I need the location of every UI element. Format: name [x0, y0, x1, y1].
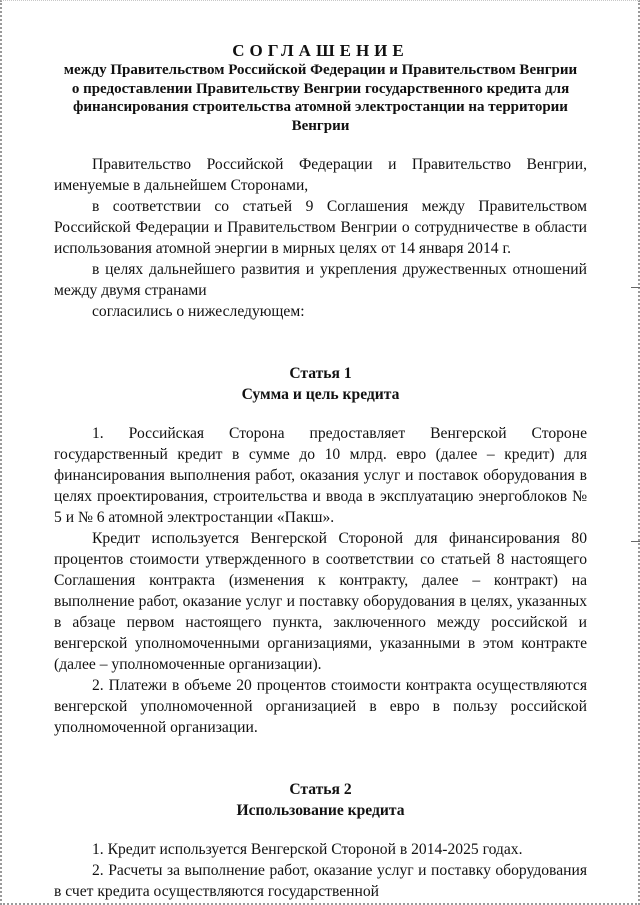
- article-1-number: Статья 1: [289, 365, 352, 382]
- preamble-paragraph: в соответствии со статьей 9 Соглашения между Правительством Российской Федерации и Правительством Венгрии о сотрудничестве в области использования атомной энергии в мирных целях от 14 января 2014 г.: [54, 198, 587, 257]
- article-2-paragraph: 1. Кредит используется Венгерской Стороной в 2014-2025 годах.: [92, 841, 523, 858]
- article-1-paragraph: 2. Платежи в объеме 20 процентов стоимости контракта осуществляются венгерской уполномоченной организацией в евро в пользу российской уполномоченной организации.: [54, 677, 587, 736]
- document-body: [54, 41, 587, 902]
- preamble-paragraph: Правительство Российской Федерации и Правительство Венгрии, именуемые в дальнейшем Сторонами,: [54, 156, 587, 194]
- article-2-number: Статья 2: [289, 781, 352, 798]
- margin-mark: [631, 541, 640, 542]
- article-1-paragraph: 1. Российская Сторона предоставляет Венгерской Стороне государственный кредит в сумме до 10 млрд. евро (далее – кредит) для финансирования выполнения работ, оказания услуг и поставок оборудования в целях проектирования, строительства и ввода в эксплуатацию энергоблоков № 5 и № 6 атомной электростанции «Пакш».: [54, 425, 587, 526]
- preamble-paragraph: согласились о нижеследующем:: [92, 303, 305, 320]
- margin-mark: [631, 287, 640, 288]
- document-heading: СОГЛАШЕНИЕ: [232, 41, 409, 60]
- article-1-title: Сумма и цель кредита: [241, 386, 400, 403]
- article-2-title: Использование кредита: [236, 802, 405, 819]
- article-1-paragraph: Кредит используется Венгерской Стороной для финансирования 80 процентов стоимости утвержденного в соответствии со статьей 8 настоящего Соглашения контракта (изменения к контракту, далее – контракт) на выполнение работ, оказание услуг и поставку оборудования в целях, указанных в абзаце первом настоящего пункта, заключенного между российской и венгерской уполномоченными организациями, указанными в этом контракте (далее – уполномоченные организации).: [54, 530, 587, 673]
- article-2-paragraph: 2. Расчеты за выполнение работ, оказание услуг и поставку оборудования в счет кредита осуществляются государственной: [54, 862, 587, 900]
- preamble-paragraph: в целях дальнейшего развития и укрепления дружественных отношений между двумя странами: [54, 261, 587, 299]
- document-subtitle: между Правительством Российской Федерации и Правительством Венгрии о предоставлении Правительству Венгрии государственного кредита для финансирования строительства атомной электростанции на территории Венгрии: [63, 62, 578, 134]
